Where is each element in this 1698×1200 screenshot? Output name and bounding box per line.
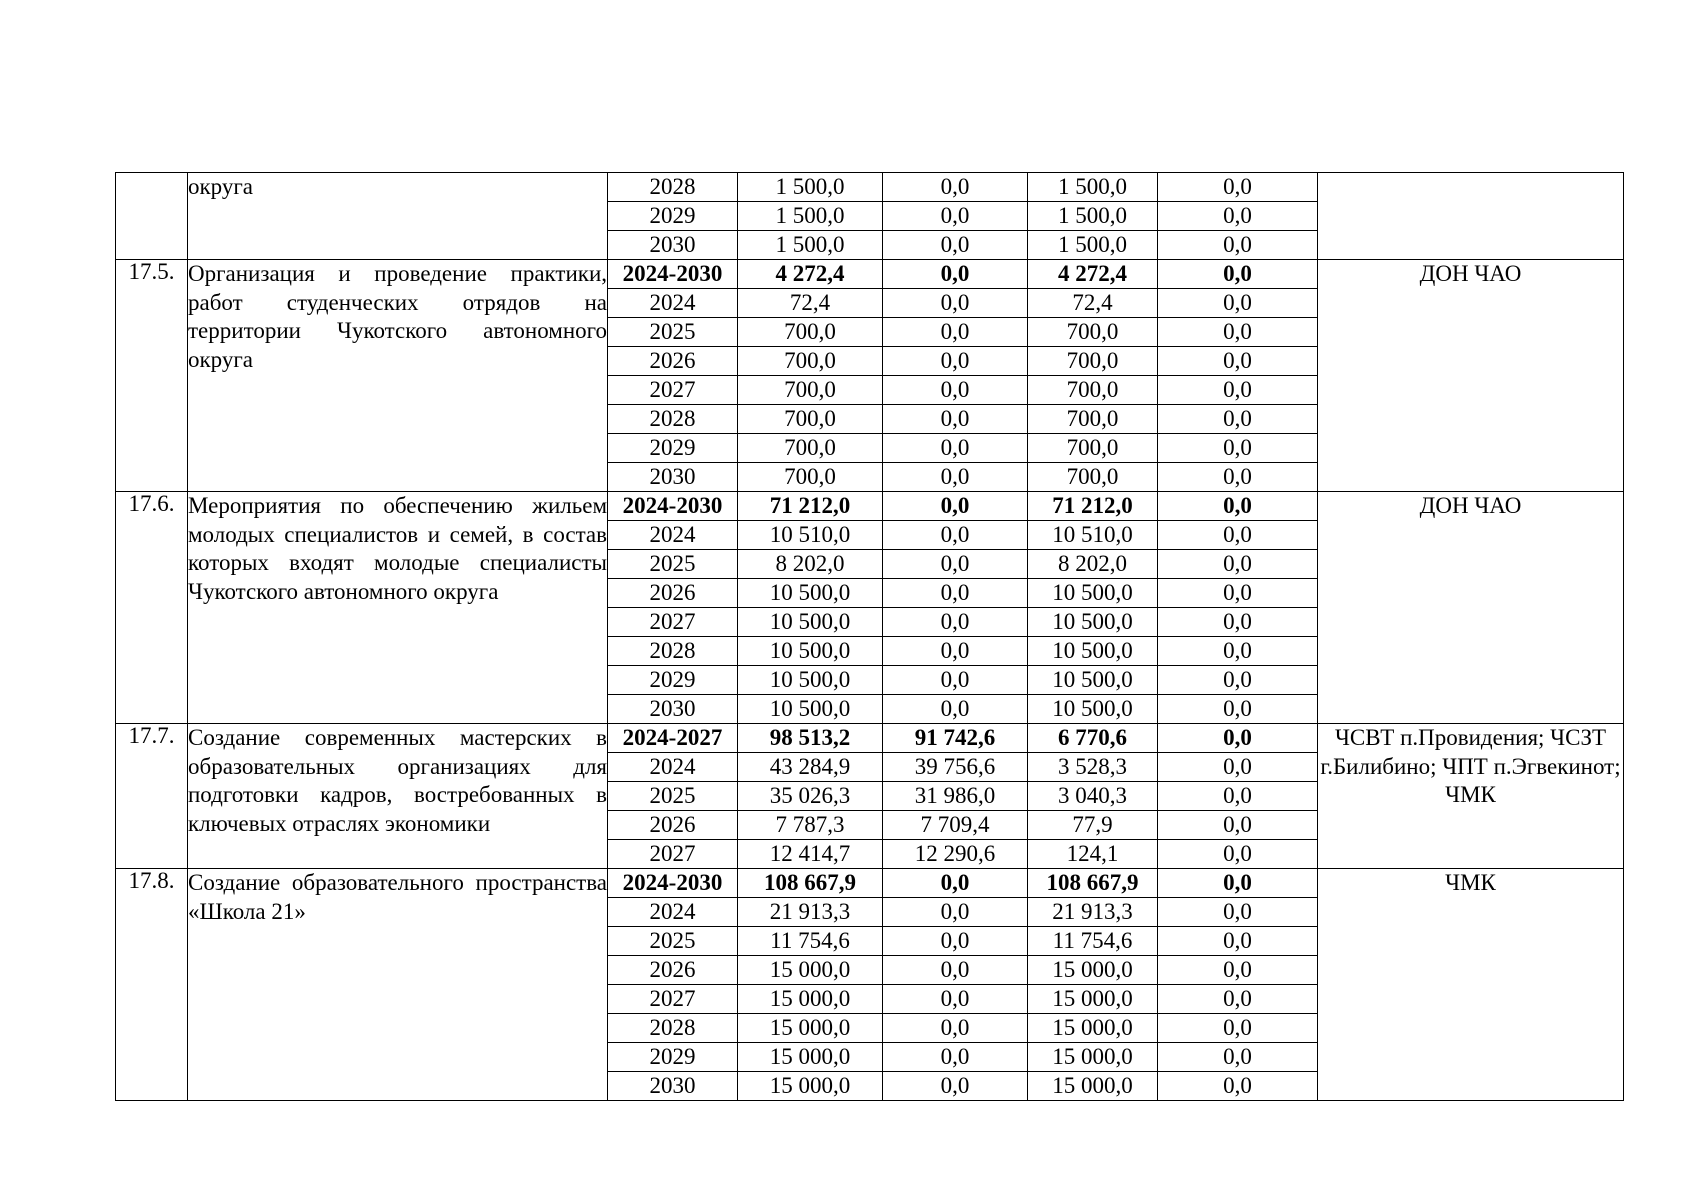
amount-cell-2: 0,0 [883,608,1028,637]
table-row [116,869,1624,898]
amount-cell-1: 72,4 [738,289,883,318]
amount-cell-4: 0,0 [1158,318,1318,347]
amount-cell-2: 7 709,4 [883,811,1028,840]
period-cell: 2025 [608,782,738,811]
amount-cell-4: 0,0 [1158,521,1318,550]
amount-cell-3: 10 500,0 [1028,637,1158,666]
period-cell: 2030 [608,231,738,260]
amount-cell-1: 15 000,0 [738,1014,883,1043]
amount-cell-1: 108 667,9 [738,869,883,898]
amount-cell-3: 1 500,0 [1028,173,1158,202]
amount-cell-4: 0,0 [1158,927,1318,956]
amount-cell-1: 700,0 [738,405,883,434]
amount-cell-2: 12 290,6 [883,840,1028,869]
period-cell: 2026 [608,956,738,985]
period-cell: 2029 [608,434,738,463]
amount-cell-1: 1 500,0 [738,173,883,202]
period-cell: 2027 [608,840,738,869]
amount-cell-1: 10 500,0 [738,637,883,666]
budget-table [115,172,1624,1101]
amount-cell-3: 15 000,0 [1028,1043,1158,1072]
amount-cell-3: 10 500,0 [1028,695,1158,724]
amount-cell-1: 21 913,3 [738,898,883,927]
amount-cell-4: 0,0 [1158,173,1318,202]
amount-cell-1: 12 414,7 [738,840,883,869]
amount-cell-2: 0,0 [883,260,1028,289]
amount-cell-4: 0,0 [1158,463,1318,492]
item-name: Организация и проведение практики, работ студенческих отрядов на территории Чукотского автономного округа [188,260,608,492]
amount-cell-1: 10 500,0 [738,579,883,608]
amount-cell-4: 0,0 [1158,637,1318,666]
amount-cell-1: 98 513,2 [738,724,883,753]
item-name: Мероприятия по обеспечению жильем молодых специалистов и семей, в состав которых входят молодые специалисты Чукотского автономного округа [188,492,608,724]
period-cell: 2028 [608,405,738,434]
amount-cell-3: 700,0 [1028,318,1158,347]
item-number: 17.7. [116,724,188,869]
amount-cell-1: 700,0 [738,434,883,463]
amount-cell-2: 0,0 [883,1014,1028,1043]
amount-cell-4: 0,0 [1158,695,1318,724]
amount-cell-3: 10 500,0 [1028,608,1158,637]
amount-cell-3: 10 500,0 [1028,666,1158,695]
period-cell: 2024 [608,898,738,927]
amount-cell-1: 71 212,0 [738,492,883,521]
table-row [116,260,1624,289]
amount-cell-2: 0,0 [883,666,1028,695]
amount-cell-2: 0,0 [883,463,1028,492]
amount-cell-4: 0,0 [1158,434,1318,463]
amount-cell-3: 8 202,0 [1028,550,1158,579]
amount-cell-2: 0,0 [883,376,1028,405]
item-name: Создание современных мастерских в образовательных организациях для подготовки кадров, востребованных в ключевых отраслях экономики [188,724,608,869]
amount-cell-3: 700,0 [1028,463,1158,492]
amount-cell-2: 91 742,6 [883,724,1028,753]
amount-cell-2: 0,0 [883,347,1028,376]
amount-cell-1: 4 272,4 [738,260,883,289]
amount-cell-4: 0,0 [1158,550,1318,579]
amount-cell-2: 0,0 [883,202,1028,231]
amount-cell-4: 0,0 [1158,811,1318,840]
amount-cell-4: 0,0 [1158,376,1318,405]
amount-cell-2: 0,0 [883,521,1028,550]
amount-cell-3: 4 272,4 [1028,260,1158,289]
period-cell: 2027 [608,985,738,1014]
amount-cell-4: 0,0 [1158,608,1318,637]
amount-cell-4: 0,0 [1158,956,1318,985]
amount-cell-1: 35 026,3 [738,782,883,811]
amount-cell-2: 0,0 [883,434,1028,463]
period-cell: 2028 [608,1014,738,1043]
amount-cell-2: 0,0 [883,289,1028,318]
amount-cell-3: 700,0 [1028,434,1158,463]
period-cell: 2024 [608,521,738,550]
table-row [116,724,1624,753]
amount-cell-3: 1 500,0 [1028,231,1158,260]
amount-cell-3: 700,0 [1028,347,1158,376]
period-cell: 2027 [608,376,738,405]
period-cell: 2025 [608,927,738,956]
amount-cell-2: 0,0 [883,318,1028,347]
amount-cell-4: 0,0 [1158,202,1318,231]
amount-cell-4: 0,0 [1158,405,1318,434]
amount-cell-3: 124,1 [1028,840,1158,869]
period-cell: 2029 [608,202,738,231]
amount-cell-3: 15 000,0 [1028,956,1158,985]
period-cell: 2030 [608,1072,738,1101]
amount-cell-2: 0,0 [883,492,1028,521]
amount-cell-3: 10 500,0 [1028,579,1158,608]
period-cell: 2024-2030 [608,869,738,898]
amount-cell-3: 6 770,6 [1028,724,1158,753]
amount-cell-2: 39 756,6 [883,753,1028,782]
responsible-executor: ДОН ЧАО [1318,260,1624,492]
amount-cell-4: 0,0 [1158,260,1318,289]
amount-cell-3: 11 754,6 [1028,927,1158,956]
amount-cell-4: 0,0 [1158,1072,1318,1101]
amount-cell-2: 0,0 [883,231,1028,260]
period-cell: 2029 [608,1043,738,1072]
amount-cell-3: 72,4 [1028,289,1158,318]
amount-cell-2: 0,0 [883,869,1028,898]
amount-cell-1: 11 754,6 [738,927,883,956]
amount-cell-2: 0,0 [883,985,1028,1014]
amount-cell-1: 10 500,0 [738,695,883,724]
amount-cell-2: 31 986,0 [883,782,1028,811]
amount-cell-1: 10 500,0 [738,666,883,695]
item-number: 17.6. [116,492,188,724]
amount-cell-1: 1 500,0 [738,231,883,260]
amount-cell-2: 0,0 [883,173,1028,202]
amount-cell-4: 0,0 [1158,347,1318,376]
amount-cell-3: 1 500,0 [1028,202,1158,231]
amount-cell-2: 0,0 [883,1072,1028,1101]
period-cell: 2024 [608,289,738,318]
amount-cell-3: 3 040,3 [1028,782,1158,811]
period-cell: 2030 [608,695,738,724]
amount-cell-2: 0,0 [883,927,1028,956]
amount-cell-1: 700,0 [738,376,883,405]
amount-cell-3: 77,9 [1028,811,1158,840]
item-name: округа [188,173,608,260]
amount-cell-2: 0,0 [883,1043,1028,1072]
period-cell: 2027 [608,608,738,637]
amount-cell-4: 0,0 [1158,782,1318,811]
item-number: 17.8. [116,869,188,1101]
amount-cell-2: 0,0 [883,405,1028,434]
responsible-executor: ДОН ЧАО [1318,492,1624,724]
amount-cell-3: 15 000,0 [1028,1072,1158,1101]
amount-cell-3: 108 667,9 [1028,869,1158,898]
period-cell: 2025 [608,318,738,347]
amount-cell-2: 0,0 [883,695,1028,724]
amount-cell-4: 0,0 [1158,579,1318,608]
amount-cell-1: 43 284,9 [738,753,883,782]
item-number: 17.5. [116,260,188,492]
period-cell: 2024-2027 [608,724,738,753]
period-cell: 2026 [608,347,738,376]
amount-cell-3: 10 510,0 [1028,521,1158,550]
responsible-executor [1318,173,1624,260]
period-cell: 2024-2030 [608,492,738,521]
period-cell: 2028 [608,173,738,202]
amount-cell-4: 0,0 [1158,840,1318,869]
amount-cell-1: 1 500,0 [738,202,883,231]
amount-cell-3: 21 913,3 [1028,898,1158,927]
item-number [116,173,188,260]
responsible-executor: ЧМК [1318,869,1624,1101]
amount-cell-4: 0,0 [1158,985,1318,1014]
period-cell: 2029 [608,666,738,695]
amount-cell-1: 15 000,0 [738,956,883,985]
period-cell: 2030 [608,463,738,492]
amount-cell-1: 700,0 [738,463,883,492]
amount-cell-1: 8 202,0 [738,550,883,579]
period-cell: 2024 [608,753,738,782]
amount-cell-3: 3 528,3 [1028,753,1158,782]
amount-cell-4: 0,0 [1158,724,1318,753]
amount-cell-4: 0,0 [1158,898,1318,927]
period-cell: 2026 [608,811,738,840]
item-name: Создание образовательного пространства «Школа 21» [188,869,608,1101]
amount-cell-4: 0,0 [1158,869,1318,898]
amount-cell-4: 0,0 [1158,753,1318,782]
amount-cell-2: 0,0 [883,898,1028,927]
amount-cell-4: 0,0 [1158,289,1318,318]
amount-cell-1: 7 787,3 [738,811,883,840]
period-cell: 2026 [608,579,738,608]
responsible-executor: ЧСВТ п.Провидения; ЧСЗТ г.Билибино; ЧПТ п.Эгвекинот; ЧМК [1318,724,1624,869]
amount-cell-3: 15 000,0 [1028,985,1158,1014]
table-row [116,492,1624,521]
amount-cell-2: 0,0 [883,956,1028,985]
amount-cell-1: 700,0 [738,318,883,347]
amount-cell-2: 0,0 [883,637,1028,666]
amount-cell-1: 10 510,0 [738,521,883,550]
amount-cell-3: 700,0 [1028,376,1158,405]
amount-cell-1: 10 500,0 [738,608,883,637]
amount-cell-4: 0,0 [1158,666,1318,695]
period-cell: 2024-2030 [608,260,738,289]
amount-cell-4: 0,0 [1158,1043,1318,1072]
period-cell: 2025 [608,550,738,579]
amount-cell-1: 15 000,0 [738,985,883,1014]
amount-cell-2: 0,0 [883,579,1028,608]
amount-cell-3: 700,0 [1028,405,1158,434]
table-body [116,173,1624,1101]
amount-cell-1: 15 000,0 [738,1072,883,1101]
period-cell: 2028 [608,637,738,666]
amount-cell-4: 0,0 [1158,1014,1318,1043]
table-row [116,173,1624,202]
amount-cell-4: 0,0 [1158,492,1318,521]
amount-cell-3: 15 000,0 [1028,1014,1158,1043]
amount-cell-4: 0,0 [1158,231,1318,260]
amount-cell-1: 700,0 [738,347,883,376]
amount-cell-1: 15 000,0 [738,1043,883,1072]
amount-cell-2: 0,0 [883,550,1028,579]
amount-cell-3: 71 212,0 [1028,492,1158,521]
